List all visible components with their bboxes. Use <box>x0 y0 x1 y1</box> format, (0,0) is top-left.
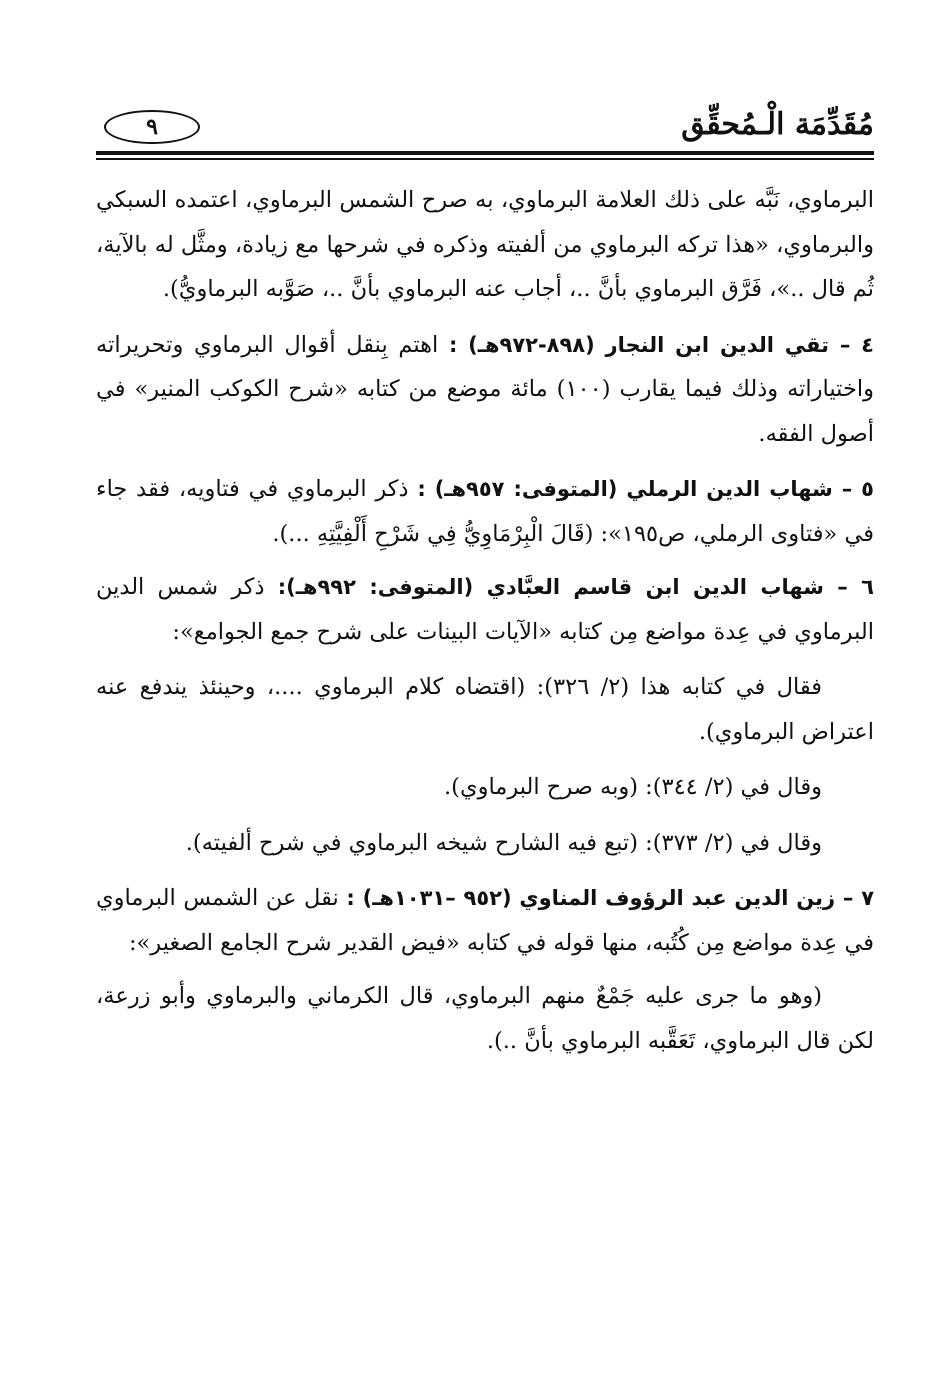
paragraph-text: وقال في (٢/ ٣٤٤): (وبه صرح البرماوي). <box>444 774 822 800</box>
page-header <box>96 98 874 162</box>
paragraph-text: نقل عن الشمس البرماوي في عِدة مواضع مِن كُتُبه، منها قوله في كتابه «فيض القدير شرح الجامع الصغير»: <box>96 885 874 956</box>
quote-paragraph <box>96 665 874 754</box>
paragraph-text: ذكر البرماوي في فتاويه، فقد جاء في «فتاوى الرملي، ص١٩٥»: (قَالَ الْبِرْمَاوِيُّ فِي شَرْحِ أَلْفِيَّتِهِ ...). <box>96 476 874 547</box>
paragraph-text: وقال في (٢/ ٣٧٣): (تبع فيه الشارح شيخه البرماوي في شرح ألفيته). <box>185 829 822 856</box>
page-body <box>96 178 874 1074</box>
paragraph-item-4 <box>96 323 874 457</box>
page-number: ٩ <box>104 110 200 144</box>
quote-paragraph <box>96 765 874 810</box>
paragraph-text: فقال في كتابه هذا (٢/ ٣٢٦): (اقتضاه كلام البرماوي ....، وحينئذ يندفع عنه اعتراض البرماوي). <box>96 674 874 745</box>
item-heading: ٧ – زين الدين عبد الرؤوف المناوي (٩٥٢ –١٠٣١هـ) : <box>346 886 875 910</box>
paragraph-item-7 <box>96 876 874 965</box>
item-heading: ٤ – تقي الدين ابن النجار (٨٩٨-٩٧٢هـ) : <box>448 332 874 357</box>
paragraph-text: اهتم بِنقل أقوال البرماوي وتحريراته واختياراته وذلك فيما يقارب (١٠٠) مائة موضع من كتابه «شرح الكوكب المنير» في أصول الفقه. <box>96 331 874 447</box>
running-title: مُقَدِّمَة الْـمُحقِّق <box>681 107 874 142</box>
paragraph-item-5 <box>96 467 874 556</box>
header-rule-thin <box>96 158 874 160</box>
paragraph-text: البرماوي، نَبَّه على ذلك العلامة البرماوي، به صرح الشمس البرماوي، اعتمده السبكي والبرماوي، «هذا تركه البرماوي من ألفيته وذكره في شرحها مع زيادة، ومثَّل له بالآية، ثُم قال ..»، فَرَّق البرماوي بأنَّ ..، أجاب عنه البرماوي بأنَّ ..، صَوَّبه البرماويُّ). <box>96 187 874 302</box>
paragraph-text: (وهو ما جرى عليه جَمْعٌ منهم البرماوي، قال الكرماني والبرماوي وأبو زرعة، لكن قال البرماوي، تَعَقَّبه البرماوي بأنَّ ..). <box>96 983 874 1054</box>
item-heading: ٦ – شهاب الدين ابن قاسم العبَّادي (المتوفى: ٩٩٢هـ): <box>277 575 874 599</box>
paragraph-item-6 <box>96 565 874 654</box>
header-rule-thick <box>96 151 874 155</box>
paragraph-text: ذكر شمس الدين البرماوي في عِدة مواضع مِن كتابه «الآيات البينات على شرح جمع الجوامع»: <box>96 574 874 645</box>
item-heading: ٥ – شهاب الدين الرملي (المتوفى: ٩٥٧هـ) : <box>417 477 874 501</box>
paragraph-continuation <box>96 178 874 312</box>
quote-paragraph <box>96 821 874 866</box>
quote-paragraph <box>96 974 874 1063</box>
